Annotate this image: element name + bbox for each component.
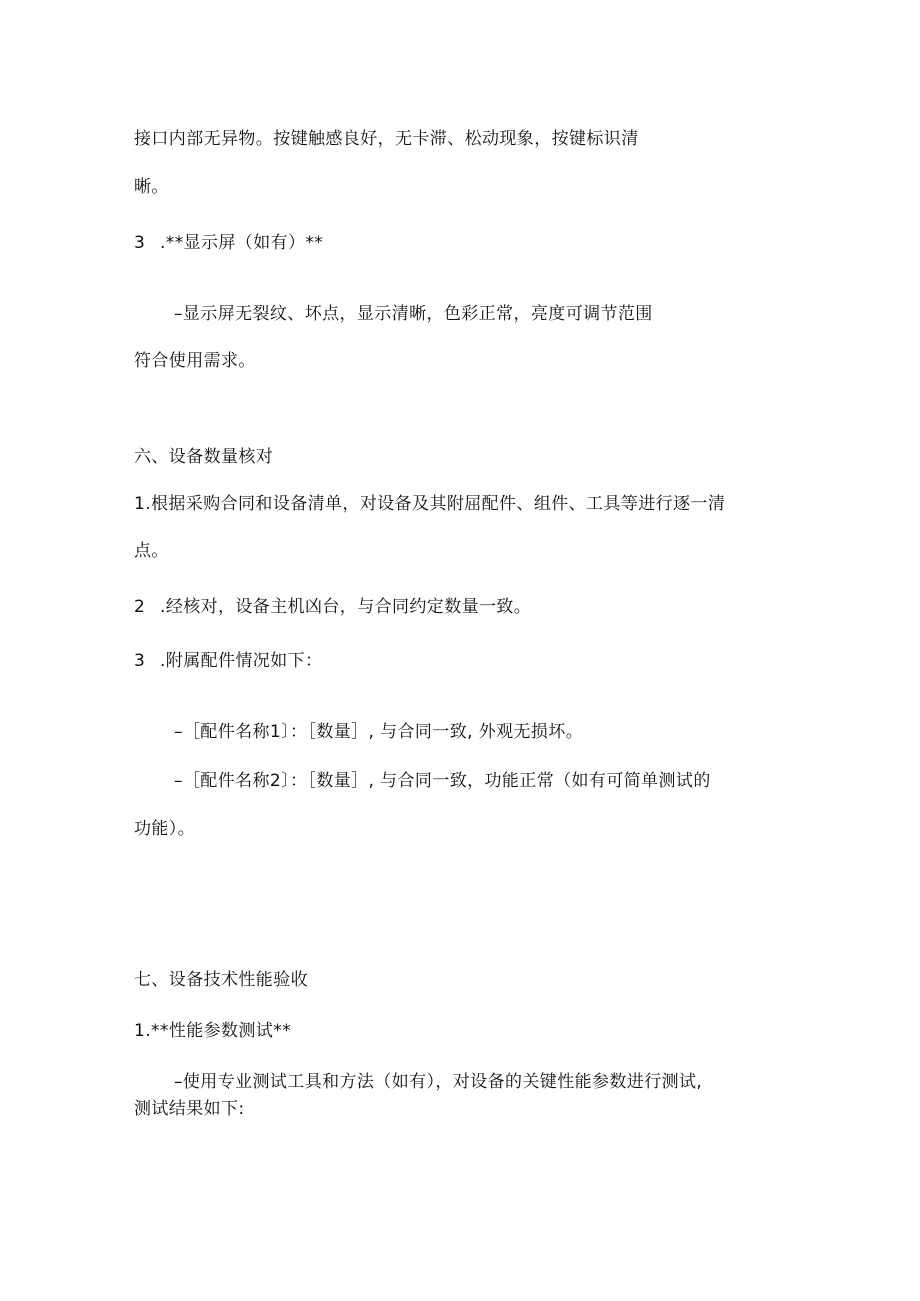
section-6-item-3-number: 3: [134, 651, 146, 671]
section-7-item-1-title: 1.**性能参数测试**: [134, 1021, 292, 1041]
section-6-heading: 六、设备数量核对: [134, 447, 274, 467]
section-7-item-1-line-1: –使用专业测试工具和方法（如有），对设备的关键性能参数进行测试,: [174, 1072, 703, 1092]
display-item-desc-line-1: –显示屏无裂纹、坏点，显示清晰，色彩正常，亮度可调节范围: [174, 304, 653, 324]
display-item-heading: [134, 232, 323, 254]
section-7-heading: 七、设备技术性能验收: [134, 970, 308, 990]
continuation-line-1: 接口内部无异物。按键触感良好，无卡滞、松动现象，按键标识清: [134, 129, 639, 149]
section-6-item-2: [134, 596, 531, 618]
continuation-line-2: 晰。: [134, 177, 169, 197]
section-6-item-3-text: .附属配件情况如下：: [160, 651, 323, 671]
section-6-item-1-line-1: 1.根据采购合同和设备清单，对设备及其附屈配件、组件、工具等进行逐一清: [134, 494, 726, 514]
section-6-item-2-number: 2: [134, 597, 146, 617]
display-item-title: .**显示屏（如有）**: [160, 233, 324, 253]
section-6-item-1-line-2: 点。: [134, 541, 169, 561]
section-6-item-3: [134, 650, 322, 672]
section-6-item-2-text: .经核对，设备主机凶台，与合同约定数量一致。: [160, 597, 532, 617]
accessory-2-line-2: 功能）。: [134, 819, 196, 839]
accessory-2-line-1: –［配件名称2〕：［数量］, 与合同一致，功能正常（如有可简单测试的: [174, 771, 711, 791]
display-item-desc-line-2: 符合使用需求。: [134, 351, 256, 371]
accessory-1-line: –［配件名称1〕：［数量］, 与合同一致, 外观无损坏。: [174, 722, 584, 742]
display-item-number: 3: [134, 233, 146, 253]
section-7-item-1-line-2: 测试结果如下:: [134, 1099, 245, 1119]
